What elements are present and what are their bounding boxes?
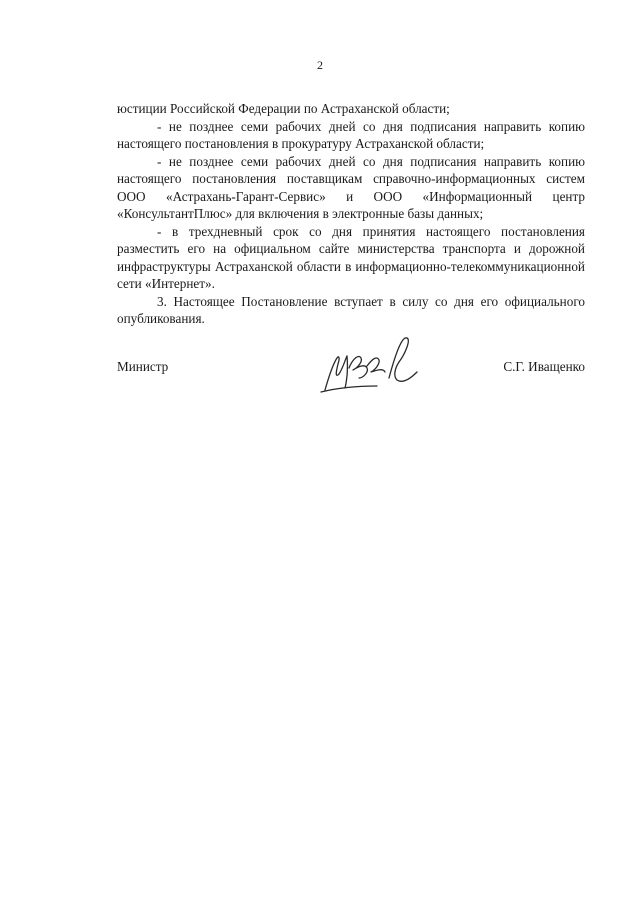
signature-block (117, 358, 585, 398)
page-number: 2 (317, 58, 323, 72)
paragraph-entry-into-force: 3. Настоящее Постановление вступает в силу со дня его официального опубликования. (117, 293, 585, 326)
document-body (117, 100, 585, 328)
paragraph-website-publication: - в трехдневный срок со дня принятия настоящего постановления разместить его на официальном сайте министерства транспорта и дорожной инфраструктуры Астраханской области в информационно-телекоммуникационной сети «Интернет». (117, 223, 585, 291)
signatory-name: С.Г. Иващенко (503, 359, 585, 374)
paragraph-prosecutor-copy: - не позднее семи рабочих дней со дня подписания направить копию настоящего постановления в прокуратуру Астраханской области; (117, 118, 585, 151)
handwritten-signature (317, 328, 437, 398)
signatory-title: Министр (117, 359, 169, 374)
paragraph-suppliers-copy: - не позднее семи рабочих дней со дня подписания направить копию настоящего постановления поставщикам справочно-информационных систем ООО «Астрахань-Гарант-Сервис» и ООО «Информационный центр «КонсультантПлюс» для включения в электронные базы данных; (117, 153, 585, 221)
paragraph-continuation: юстиции Российской Федерации по Астраханской области; (117, 101, 450, 116)
